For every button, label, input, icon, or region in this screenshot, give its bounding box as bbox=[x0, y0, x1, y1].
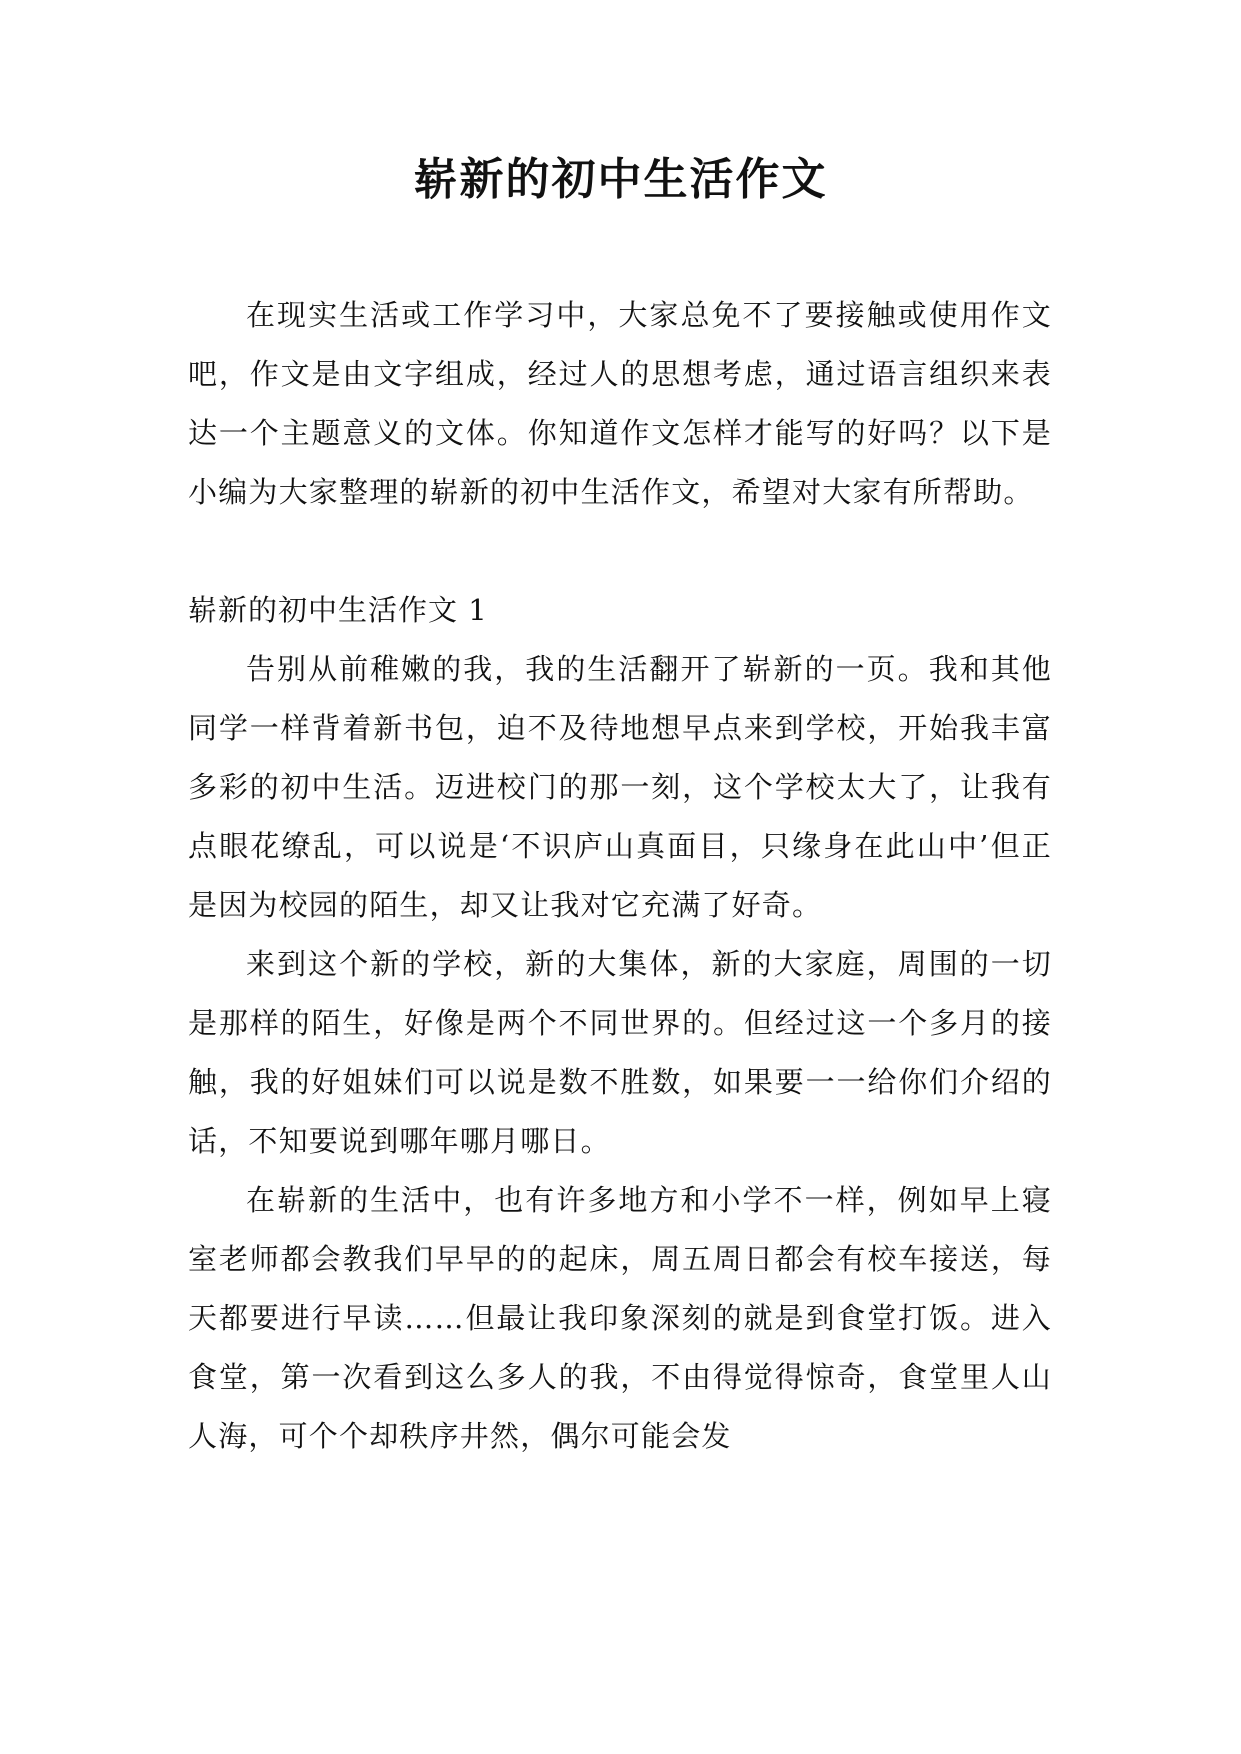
body-paragraph-3: 在崭新的生活中，也有许多地方和小学不一样，例如早上寝室老师都会教我们早早的的起床，周五周日都会有校车接送，每天都要进行早读……但最让我印象深刻的就是到食堂打饭。进入食堂，第一次看到这么多人的我，不由得觉得惊奇，食堂里人山人海，可个个却秩序井然，偶尔可能会发 bbox=[188, 1183, 1052, 1453]
intro-paragraph: 在现实生活或工作学习中，大家总免不了要接触或使用作文吧，作文是由文字组成，经过人的思想考虑，通过语言组织来表达一个主题意义的文体。你知道作文怎样才能写的好吗？以下是小编为大家整理的崭新的初中生活作文，希望对大家有所帮助。 bbox=[188, 298, 1052, 509]
document-title: 崭新的初中生活作文 bbox=[413, 154, 828, 205]
section-heading: 崭新的初中生活作文 1 bbox=[188, 593, 488, 627]
document-body bbox=[188, 286, 1052, 1466]
body-paragraph-2: 来到这个新的学校，新的大集体，新的大家庭，周围的一切是那样的陌生，好像是两个不同世界的。但经过这一个多月的接触，我的好姐妹们可以说是数不胜数，如果要一一给你们介绍的话，不知要说到哪年哪月哪日。 bbox=[188, 947, 1052, 1158]
body-paragraph-1: 告别从前稚嫩的我，我的生活翻开了崭新的一页。我和其他同学一样背着新书包，迫不及待地想早点来到学校，开始我丰富多彩的初中生活。迈进校门的那一刻，这个学校太大了，让我有点眼花缭乱，可以说是‘不识庐山真面目，只缘身在此山中’但正是因为校园的陌生，却又让我对它充满了好奇。 bbox=[188, 652, 1052, 922]
